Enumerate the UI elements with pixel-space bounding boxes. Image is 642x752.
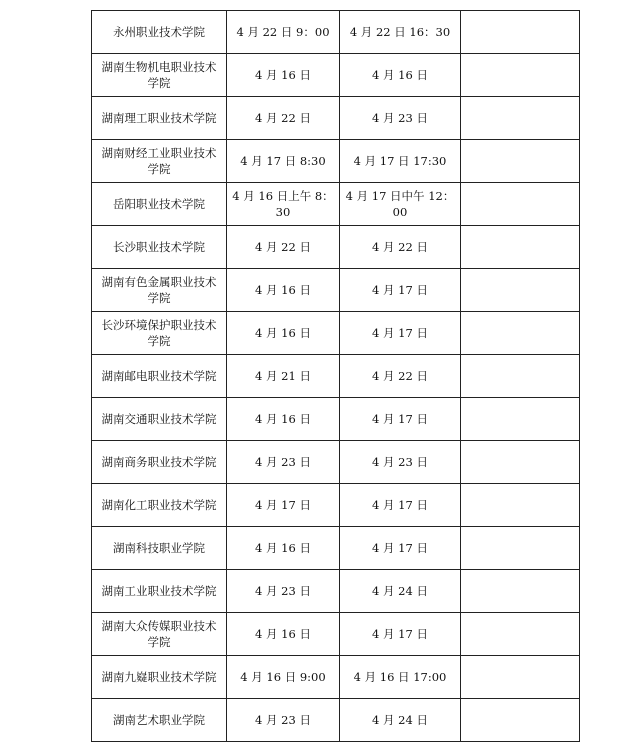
end-time-cell: 4 月 17 日 [340, 398, 461, 441]
end-time-cell: 4 月 16 日 [340, 54, 461, 97]
end-time-cell: 4 月 17 日 [340, 527, 461, 570]
end-time-cell: 4 月 24 日 [340, 570, 461, 613]
school-name-cell: 永州职业技术学院 [92, 11, 227, 54]
end-time-cell: 4 月 23 日 [340, 441, 461, 484]
start-time-cell: 4 月 17 日 [227, 484, 340, 527]
school-name-cell: 湖南科技职业学院 [92, 527, 227, 570]
table-row [92, 441, 580, 484]
table-row [92, 656, 580, 699]
school-name-cell: 湖南财经工业职业技术学院 [92, 140, 227, 183]
remark-cell [461, 54, 580, 97]
school-name-cell: 湖南大众传媒职业技术学院 [92, 613, 227, 656]
remark-cell [461, 97, 580, 140]
table-row [92, 570, 580, 613]
remark-cell [461, 570, 580, 613]
remark-cell [461, 183, 580, 226]
school-name-cell: 长沙职业技术学院 [92, 226, 227, 269]
start-time-cell: 4 月 22 日 [227, 226, 340, 269]
remark-cell [461, 699, 580, 742]
start-time-cell: 4 月 16 日 9:00 [227, 656, 340, 699]
table-row [92, 11, 580, 54]
table-row [92, 226, 580, 269]
table-row [92, 355, 580, 398]
school-name-cell: 湖南艺术职业学院 [92, 699, 227, 742]
schedule-table [91, 10, 580, 742]
end-time-cell: 4 月 24 日 [340, 699, 461, 742]
table-row [92, 484, 580, 527]
end-time-cell: 4 月 17 日 [340, 484, 461, 527]
school-name-cell: 湖南九嶷职业技术学院 [92, 656, 227, 699]
start-time-cell: 4 月 16 日 [227, 398, 340, 441]
start-time-cell: 4 月 22 日 9：00 [227, 11, 340, 54]
start-time-cell: 4 月 21 日 [227, 355, 340, 398]
end-time-cell: 4 月 22 日 [340, 226, 461, 269]
school-name-cell: 长沙环境保护职业技术学院 [92, 312, 227, 355]
remark-cell [461, 656, 580, 699]
school-name-cell: 湖南交通职业技术学院 [92, 398, 227, 441]
table-row [92, 699, 580, 742]
start-time-cell: 4 月 16 日上午 8：30 [227, 183, 340, 226]
start-time-cell: 4 月 23 日 [227, 699, 340, 742]
start-time-cell: 4 月 16 日 [227, 613, 340, 656]
remark-cell [461, 312, 580, 355]
start-time-cell: 4 月 16 日 [227, 269, 340, 312]
remark-cell [461, 484, 580, 527]
school-name-cell: 湖南工业职业技术学院 [92, 570, 227, 613]
remark-cell [461, 527, 580, 570]
table-row [92, 269, 580, 312]
start-time-cell: 4 月 16 日 [227, 527, 340, 570]
school-name-cell: 岳阳职业技术学院 [92, 183, 227, 226]
schedule-table-body [92, 11, 580, 742]
table-row [92, 140, 580, 183]
remark-cell [461, 613, 580, 656]
school-name-cell: 湖南生物机电职业技术学院 [92, 54, 227, 97]
remark-cell [461, 11, 580, 54]
end-time-cell: 4 月 16 日 17:00 [340, 656, 461, 699]
school-name-cell: 湖南邮电职业技术学院 [92, 355, 227, 398]
table-row [92, 97, 580, 140]
table-row [92, 183, 580, 226]
school-name-cell: 湖南理工职业技术学院 [92, 97, 227, 140]
table-row [92, 613, 580, 656]
remark-cell [461, 398, 580, 441]
start-time-cell: 4 月 22 日 [227, 97, 340, 140]
end-time-cell: 4 月 22 日 [340, 355, 461, 398]
start-time-cell: 4 月 23 日 [227, 570, 340, 613]
remark-cell [461, 226, 580, 269]
remark-cell [461, 140, 580, 183]
school-name-cell: 湖南化工职业技术学院 [92, 484, 227, 527]
table-row [92, 312, 580, 355]
end-time-cell: 4 月 23 日 [340, 97, 461, 140]
start-time-cell: 4 月 16 日 [227, 312, 340, 355]
end-time-cell: 4 月 17 日 [340, 613, 461, 656]
school-name-cell: 湖南商务职业技术学院 [92, 441, 227, 484]
end-time-cell: 4 月 17 日 [340, 312, 461, 355]
table-row [92, 527, 580, 570]
table-row [92, 54, 580, 97]
end-time-cell: 4 月 17 日 [340, 269, 461, 312]
remark-cell [461, 269, 580, 312]
remark-cell [461, 441, 580, 484]
school-name-cell: 湖南有色金属职业技术学院 [92, 269, 227, 312]
start-time-cell: 4 月 23 日 [227, 441, 340, 484]
end-time-cell: 4 月 17 日 17:30 [340, 140, 461, 183]
end-time-cell: 4 月 22 日 16：30 [340, 11, 461, 54]
table-row [92, 398, 580, 441]
end-time-cell: 4 月 17 日中午 12：00 [340, 183, 461, 226]
remark-cell [461, 355, 580, 398]
start-time-cell: 4 月 16 日 [227, 54, 340, 97]
start-time-cell: 4 月 17 日 8:30 [227, 140, 340, 183]
